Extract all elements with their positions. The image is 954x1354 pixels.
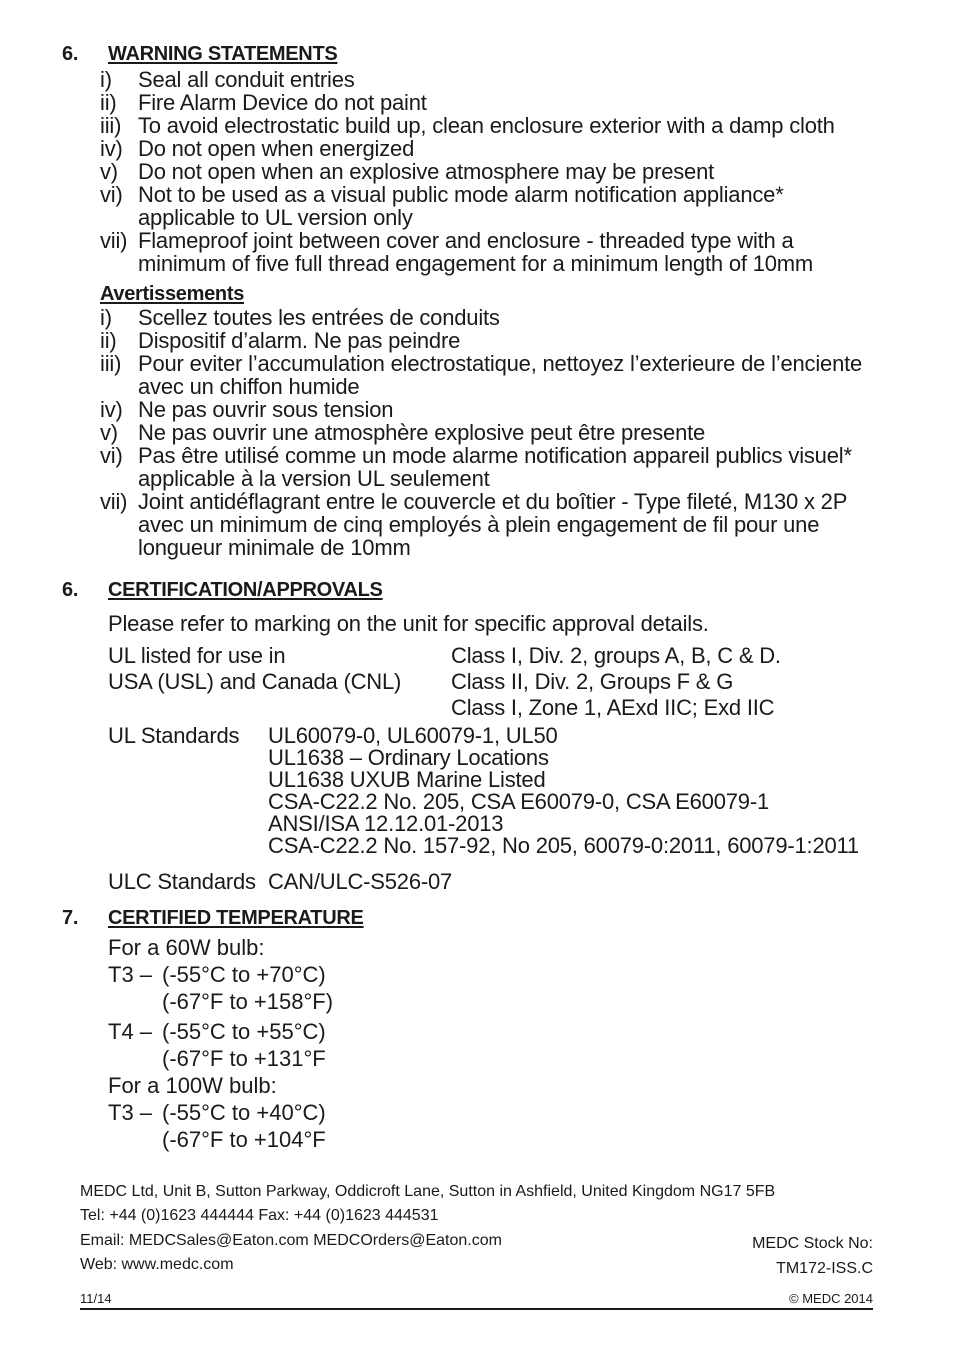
list-item	[100, 444, 862, 490]
ulc-standards-value: CAN/ULC-S526-07	[268, 869, 453, 894]
item-numeral: v)	[100, 159, 118, 184]
item-numeral: iv)	[100, 397, 123, 422]
list-item	[100, 490, 862, 559]
item-numeral: iv)	[100, 136, 123, 161]
item-text: Not to be used as a visual public mode alarm notification appliance* applicable to UL version only	[138, 182, 784, 230]
warning-heading	[62, 43, 337, 66]
item-text: Joint antidéflagrant entre le couvercle et du boîtier - Type fileté, M130 x 2P avec un minimum de cinq employés à plein engagement de fil pour une longueur minimale de 10mm	[138, 489, 848, 560]
list-item	[100, 329, 862, 352]
warning-list	[100, 68, 835, 275]
item-numeral: iii)	[100, 113, 122, 138]
section-title: CERTIFIED TEMPERATURE	[108, 907, 364, 929]
item-text: Pour eviter l’accumulation electrostatique, nettoyez l’exterieure de l’enciente avec un chiffon humide	[138, 351, 863, 399]
item-text: Do not open when an explosive atmosphere may be present	[138, 159, 715, 184]
item-numeral: vi)	[100, 443, 123, 468]
item-text: Ne pas ouvrir une atmosphère explosive peut être presente	[138, 420, 706, 445]
footer-copyright: © MEDC 2014	[789, 1291, 873, 1306]
footer-date: 11/14	[80, 1291, 112, 1306]
item-numeral: v)	[100, 420, 118, 445]
item-numeral: ii)	[100, 328, 117, 353]
t3-label: T3 –	[108, 1100, 153, 1125]
item-text: Flameproof joint between cover and enclosure - threaded type with a minimum of five full thread engagement for a minimum length of 10mm	[138, 228, 814, 276]
item-numeral: iii)	[100, 351, 122, 376]
list-item	[100, 183, 835, 229]
list-item	[100, 68, 835, 91]
avertissements-list	[100, 306, 862, 559]
footer-address: MEDC Ltd, Unit B, Sutton Parkway, Oddicroft Lane, Sutton in Ashfield, United Kingdom NG17 5FB	[80, 1183, 776, 1200]
avertissements-heading: Avertissements	[100, 283, 245, 305]
list-item	[100, 91, 835, 114]
footer-tel-fax: Tel: +44 (0)1623 444444 Fax: +44 (0)1623 444531	[80, 1207, 439, 1224]
item-numeral: i)	[100, 305, 112, 330]
temperature-heading	[62, 907, 364, 930]
item-numeral: vii)	[100, 228, 128, 253]
ulc-standards-label: ULC Standards	[108, 869, 256, 894]
section-title: CERTIFICATION/APPROVALS	[108, 579, 383, 601]
list-item	[100, 137, 835, 160]
item-text: Pas être utilisé comme un mode alarme notification appareil publics visuel* applicable à la version UL seulement	[138, 443, 852, 491]
section-number: 6.	[62, 579, 79, 601]
t3-label: T3 –	[108, 962, 153, 987]
footer-email: Email: MEDCSales@Eaton.com MEDCOrders@Eaton.com	[80, 1232, 502, 1249]
certification-heading	[62, 579, 383, 602]
list-item	[100, 114, 835, 137]
item-text: Scellez toutes les entrées de conduits	[138, 305, 500, 330]
t4-60w-celsius: (-55°C to +55°C)	[162, 1019, 326, 1044]
item-text: Ne pas ouvrir sous tension	[138, 397, 394, 422]
section-number: 7.	[62, 907, 79, 929]
list-item	[100, 306, 862, 329]
list-item	[100, 421, 862, 444]
list-item	[100, 352, 862, 398]
list-item	[100, 398, 862, 421]
bulb-100w-label: For a 100W bulb:	[108, 1073, 277, 1098]
ul-listed-classes: Class I, Div. 2, groups A, B, C & D. Class II, Div. 2, Groups F & G Class I, Zone 1, AExd IIC; Exd IIC	[451, 643, 781, 720]
section-title: WARNING STATEMENTS	[108, 43, 338, 65]
t3-60w-fahrenheit: (-67°F to +158°F)	[162, 989, 334, 1014]
footer-divider	[80, 1308, 873, 1310]
ul-standards-label: UL Standards	[108, 723, 240, 748]
bulb-60w-label: For a 60W bulb:	[108, 935, 265, 960]
footer-stock-number: MEDC Stock No: TM172-ISS.C	[752, 1235, 873, 1277]
temperature-block	[108, 934, 333, 1153]
footer-web: Web: www.medc.com	[80, 1256, 234, 1273]
item-numeral: vii)	[100, 489, 128, 514]
item-text: Seal all conduit entries	[138, 67, 355, 92]
section-number: 6.	[62, 43, 79, 65]
t3-60w-celsius: (-55°C to +70°C)	[162, 962, 326, 987]
list-item	[100, 229, 835, 275]
list-item	[100, 160, 835, 183]
item-numeral: vi)	[100, 182, 123, 207]
certification-intro: Please refer to marking on the unit for specific approval details.	[108, 611, 709, 636]
ul-listed-label: UL listed for use in USA (USL) and Canada (CNL)	[108, 643, 402, 694]
item-text: Fire Alarm Device do not paint	[138, 90, 427, 115]
t3-100w-celsius: (-55°C to +40°C)	[162, 1100, 326, 1125]
ul-standards-list: UL60079-0, UL60079-1, UL50 UL1638 – Ordinary Locations UL1638 UXUB Marine Listed CSA-C22.2 No. 205, CSA E60079-0, CSA E60079-1 ANSI/ISA 12.12.01-2013 CSA-C22.2 No. 157-92, No 205, 60079-0:2011, 60079-1:2011	[268, 723, 859, 858]
item-text: Do not open when energized	[138, 136, 415, 161]
t3-100w-fahrenheit: (-67°F to +104°F	[162, 1127, 326, 1152]
item-numeral: i)	[100, 67, 112, 92]
t4-60w-fahrenheit: (-67°F to +131°F	[162, 1046, 326, 1071]
item-text: To avoid electrostatic build up, clean enclosure exterior with a damp cloth	[138, 113, 835, 138]
item-text: Dispositif d’alarm. Ne pas peindre	[138, 328, 461, 353]
item-numeral: ii)	[100, 90, 117, 115]
t4-label: T4 –	[108, 1019, 153, 1044]
